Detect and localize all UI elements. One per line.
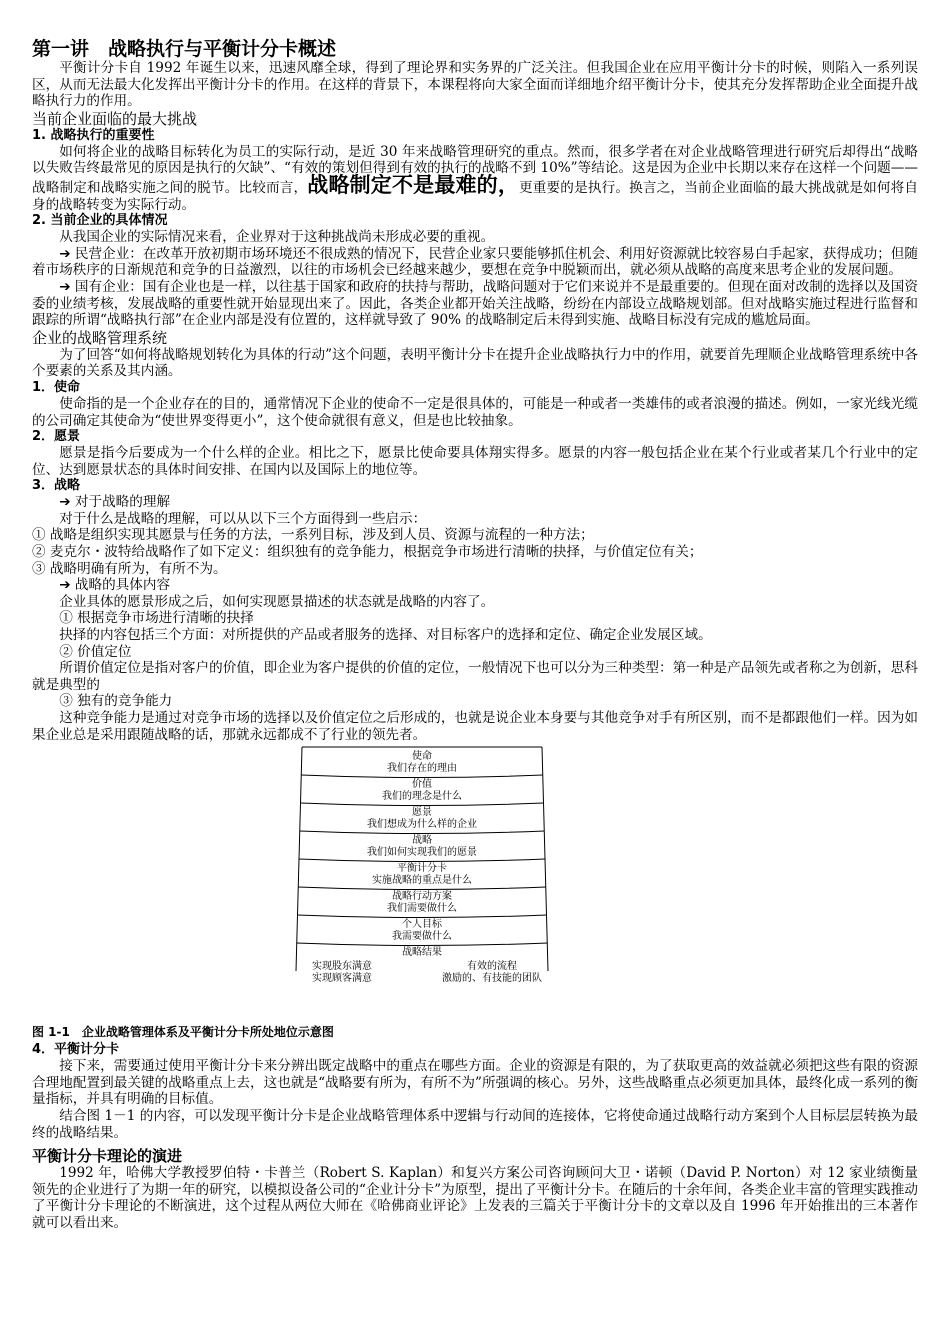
subheading-importance: 1. 战略执行的重要性 (32, 127, 155, 143)
subheading-situation: 2. 当前企业的具体情况 (32, 213, 168, 229)
paragraph-competence: 这种竞争能力是通过对竞争市场的选择以及价值定位之后形成的，也就是说企业本身要与其他竞争对手有所区别，而不是都跟他们一样。因为如果企业总是采用跟随战略的话，那就永远都成不了行业的领先者。 (32, 710, 918, 743)
arrow-icon: ➔ (59, 278, 71, 295)
layer-title: 愿景 (412, 807, 432, 819)
section-heading-challenge: 当前企业面临的最大挑战 (32, 109, 198, 128)
list-item: ③ 战略明确有所为，有所不为。 (32, 560, 227, 577)
arrow-icon: ➔ (59, 494, 71, 511)
page-title: 第一讲 战略执行与平衡计分卡概述 (32, 38, 337, 60)
layer-title: 平衡计分卡 (397, 863, 447, 875)
result-label: 有效的流程 (467, 961, 517, 973)
layer-title: 价值 (412, 779, 432, 791)
paragraph-bsc-link: 结合图 1－1 的内容，可以发现平衡计分卡是企业战略管理体系中逻辑与行动间的连接体，它将使命通过战略行动方案到个人目标层层转换为最终的战略结果。 (32, 1107, 918, 1141)
list-item: ② 价值定位 (59, 643, 132, 660)
layer-subtitle: 我需要做什么 (392, 931, 452, 943)
layer-subtitle: 实施战略的重点是什么 (372, 875, 472, 887)
section-heading-evolution: 平衡计分卡理论的演进 (32, 1147, 183, 1166)
intro-paragraph: 平衡计分卡自 1992 年诞生以来，迅速风靡全球，得到了理论界和实务界的广泛关注。但我国企业在应用平衡计分卡的时候，则陷入一系列误区，从而无法最大化发挥出平衡计分卡的作用。在这样的背景下，本课程将向大家全面而详细地介绍平衡计分卡，使其充分发挥帮助企业全面提升战略执行力的作用。 (32, 60, 918, 110)
layer-title: 使命 (412, 751, 432, 763)
paragraph-choice: 抉择的内容包括三个方面：对所提供的产品或者服务的选择、对目标客户的选择和定位、确定企业发展区域。 (59, 627, 712, 644)
layer-divider (297, 915, 547, 918)
list-item: ① 根据竞争市场进行清晰的抉择 (59, 610, 254, 627)
paragraph-mission: 使命指的是一个企业存在的目的，通常情况下企业的使命不一定是很具体的，可能是一种或者一类雄伟的或者浪漫的描述。例如，一家光线光缆的公司确定其使命为“使世界变得更小”，这个使命就很有意义，但是也比较抽象。 (32, 395, 918, 429)
paragraph-text: 国有企业：国有企业也是一样，以往基于国家和政府的扶持与帮助，战略问题对于它们来说并不是最重要的。但现在面对改制的选择以及国资委的业绩考核，发展战略的重要性就开始显现出来了。因此，各类企业都开始关注战略，纷纷在内部设立战略规划部。但对战略实施过程进行监督和跟踪的所谓“战略执行部”在企业内部是没有位置的，这样就导致了 90% 的战略制定后未得到实施、战略目标没有完成的尴尬局面。 (32, 278, 918, 329)
subheading-strategy: 3．战略 (32, 478, 81, 494)
strategy-system-figure (32, 745, 918, 1025)
paragraph-text: 战略的具体内容 (70, 577, 171, 594)
emphasis-text: 战略制定不是最难的， (307, 172, 520, 197)
paragraph-vision: 愿景是指今后要成为一个什么样的企业。相比之下，愿景比使命要具体翔实得多。愿景的内容一般包括企业在某个行业或者某几个行业中的定位、达到愿景状态的具体时间安排、在国内以及国际上的地位等。 (32, 445, 918, 478)
paragraph-situation: 从我国企业的实际情况来看，企业界对于这种挑战尚未形成必要的重视。 (59, 229, 495, 246)
layer-divider (298, 887, 546, 890)
paragraph-private (32, 246, 918, 279)
paragraph-value: 所谓价值定位是指对客户的价值，即企业为客户提供的价值的定位，一般情况下也可以分为三种类型：第一种是产品领先或者称之为创新，思科就是典型的 (32, 660, 918, 693)
layer-divider (299, 859, 545, 862)
section-heading-system: 企业的战略管理系统 (32, 328, 168, 347)
arrow-icon: ➔ (59, 577, 71, 594)
layer-subtitle: 我们需要做什么 (387, 903, 457, 915)
layer-title: 战略 (412, 835, 432, 847)
result-label: 实现股东满意 (312, 961, 372, 973)
paragraph-importance (32, 144, 918, 213)
paragraph-text: 如何将企业的战略目标转化为员工的实际行动，是近 30 年来战略管理研究的重点。然而，很多学者在对企业战略管理进行研究后却得出“战略以失败告终最常见的原因是执行的欠缺”、“有效的策划但得到有效的执行的战略不到 10%”等结论。这是因为企业中长期以来存在这样一个问题——战略制定和战略实施之间的脱节。比较而言， (32, 143, 918, 196)
bullet-understanding (32, 494, 918, 511)
paragraph-text: 民营企业：在改革开放初期市场环境还不很成熟的情况下，民营企业家只要能够抓住机会、利用好资源就比较容易白手起家，获得成功；但随着市场秩序的日渐规范和竞争的日益激烈，以往的市场机会已经越来越少，要想在竞争中脱颖而出，就必须从战略的高度来思考企业的发展问题。 (32, 245, 918, 279)
layer-divider (300, 831, 545, 834)
paragraph-system: 为了回答“如何将战略规划转化为具体的行动”这个问题，表明平衡计分卡在提升企业战略执行力中的作用，就要首先理顺企业战略管理系统中各个要素的关系及其内涵。 (32, 346, 918, 380)
document-page (32, 38, 918, 1232)
subheading-bsc: 4．平衡计分卡 (32, 1042, 120, 1058)
subheading-vision: 2．愿景 (32, 429, 81, 445)
paragraph-text: 对于战略的理解 (70, 494, 171, 511)
figure-caption: 图 1-1 企业战略管理体系及平衡计分卡所处地位示意图 (32, 1025, 334, 1040)
list-item: ① 战略是组织实现其愿景与任务的方法，一系列目标，涉及到人员、资源与流程的一种方法； (32, 527, 594, 544)
paragraph-evolution: 1992 年，哈佛大学教授罗伯特・卡普兰（Robert S. Kaplan）和复兴方案公司咨询顾问大卫・诺顿（David P. Norton）对 12 家业绩衡量领先的企业进行了为期一年的研究，以模拟设备公司的“企业计分卡”为原型，提出了平衡计分卡。在随后的十余年间，各类企业丰富的管理实践推动了平衡计分卡理论的不断演进，这个过程从两位大师在《哈佛商业评论》上发表的三篇关于平衡计分卡的文章以及自 1996 年开始推出的三本著作就可以看出来。 (32, 1165, 918, 1231)
paragraph-text: 更重要的是执行。换言之，当前企业面临的最大挑战就是如何将自身的战略转变为实际行动。 (32, 179, 919, 213)
bullet-content (32, 577, 918, 594)
list-item: ③ 独有的竞争能力 (59, 693, 173, 710)
layer-title: 战略行动方案 (392, 891, 452, 903)
result-label: 激励的、有技能的团队 (442, 973, 542, 985)
layer-subtitle: 我们存在的理由 (387, 763, 457, 775)
layer-title: 战略结果 (402, 947, 442, 959)
paragraph-bsc: 接下来，需要通过使用平衡计分卡来分辨出既定战略中的重点在哪些方面。企业的资源是有限的，为了获取更高的效益就必须把这些有限的资源合理地配置到最关键的战略重点上去，这也就是“战略要有所为，有所不为”所强调的核心。另外，这些战略重点必须更加具体，最终化成一系列的衡量指标，并具有明确的目标值。 (32, 1058, 918, 1108)
list-item: ② 麦克尔・波特给战略作了如下定义：组织独有的竞争能力，根据竞争市场进行清晰的抉择，与价值定位有关； (32, 544, 703, 561)
paragraph-content: 企业具体的愿景形成之后，如何实现愿景描述的状态就是战略的内容了。 (59, 593, 495, 610)
layer-subtitle: 我们想成为什么样的企业 (367, 819, 477, 831)
result-label: 实现顾客满意 (312, 973, 372, 985)
layer-divider (296, 943, 547, 946)
layer-subtitle: 我们如何实现我们的愿景 (367, 847, 477, 859)
pyramid-diagram (292, 745, 552, 1025)
layer-subtitle: 我们的理念是什么 (382, 791, 462, 803)
arrow-icon: ➔ (59, 245, 71, 262)
paragraph-understanding: 对于什么是战略的理解，可以从以下三个方面得到一些启示： (59, 510, 427, 527)
subheading-mission: 1．使命 (32, 379, 81, 395)
layer-divider (300, 803, 543, 806)
paragraph-state (32, 279, 918, 329)
layer-divider (301, 775, 543, 778)
layer-title: 个人目标 (402, 919, 442, 931)
